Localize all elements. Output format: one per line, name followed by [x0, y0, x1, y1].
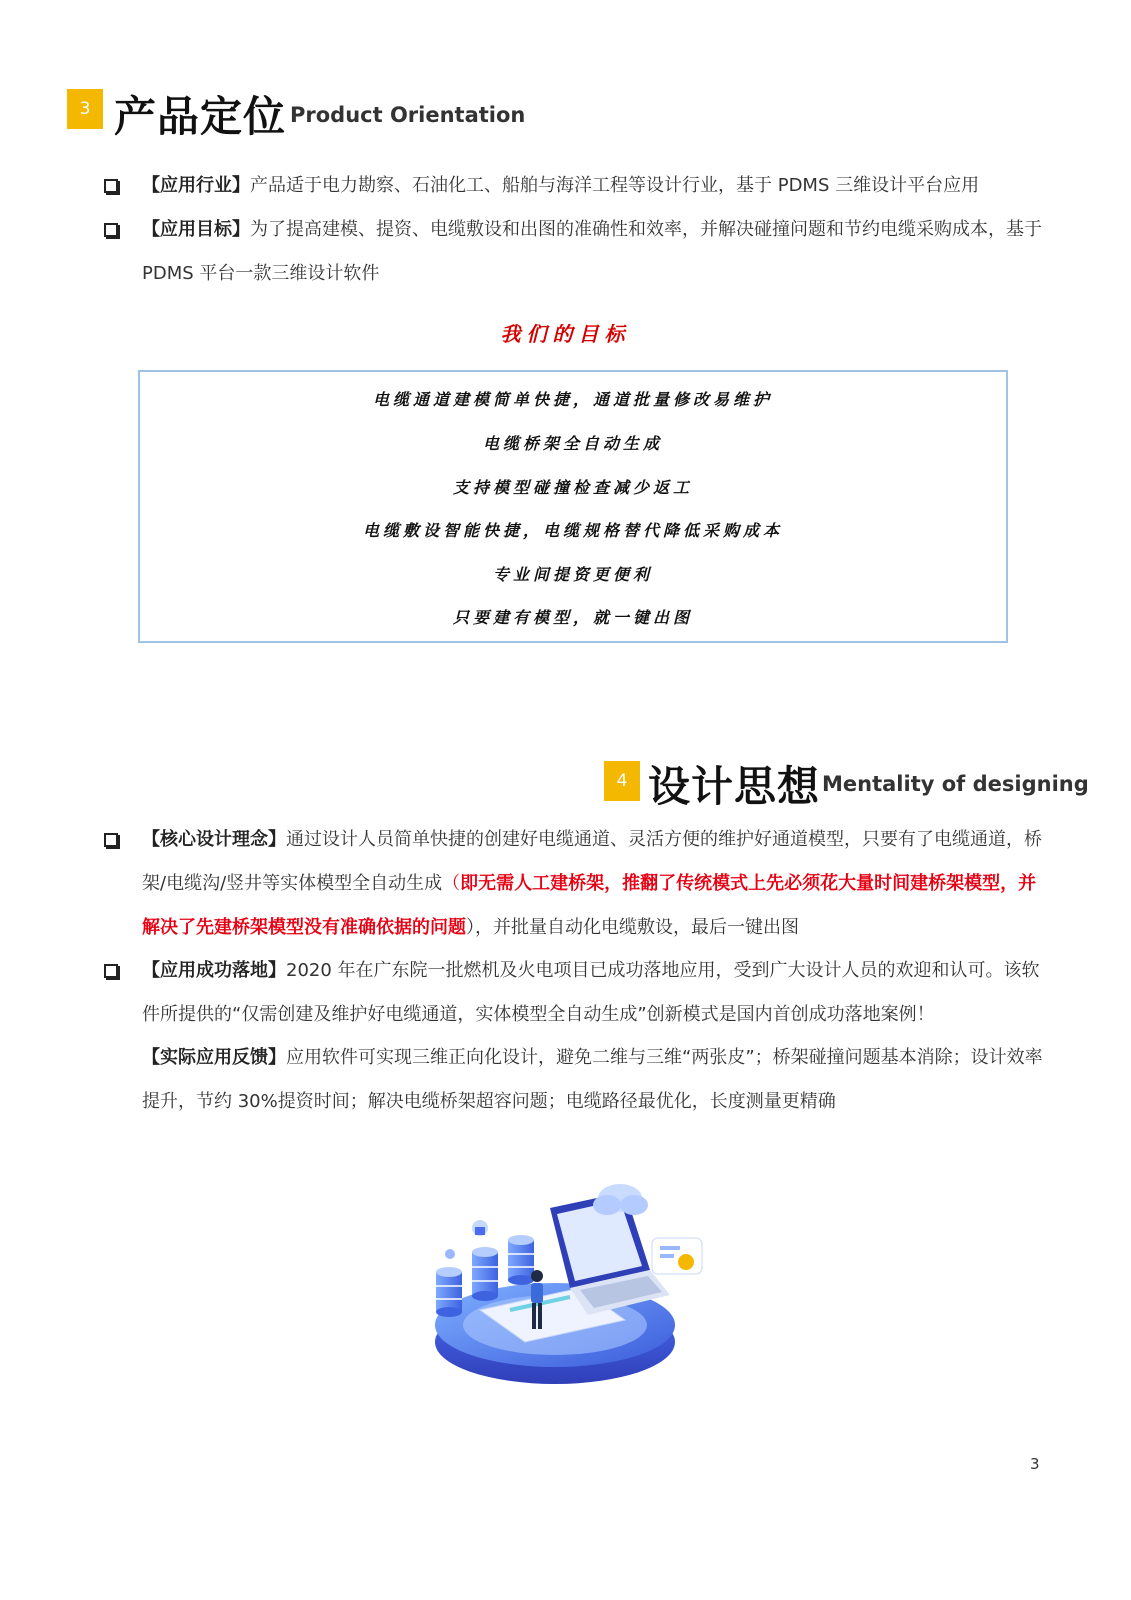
section-title: 设计思想 — [648, 762, 821, 811]
section-title: 产品定位 — [114, 92, 287, 141]
goal-item: 电缆通道建模简单快捷，通道批量修改易维护 — [372, 390, 773, 409]
bullet-text: 为了提高建模、提资、电缆敷设和出图的准确性和效率，并解决碰撞问题和节约电缆采购成本，基于 PDMS 平台一款三维设计软件 — [142, 219, 1042, 284]
chat-bubble-icon — [652, 1238, 702, 1274]
bullet-paragraph — [142, 818, 1054, 950]
feedback-paragraph — [142, 1036, 1054, 1124]
section-subtitle: Mentality of designing — [822, 772, 1089, 796]
checkbox-bullet-icon — [104, 833, 118, 847]
bullet-text: 通过设计人员简单快捷的创建好电缆通道、灵活方便的维护好通道模型，只要有了电缆通道，桥架/电缆沟/竖井等实体模型全自动生成 — [142, 829, 1042, 894]
bullet-label: 【应用行业】 — [142, 175, 250, 196]
bullet-label: 【实际应用反馈】 — [142, 1047, 286, 1068]
goal-item: 支持模型碰撞检查减少返工 — [452, 478, 693, 497]
section-number-badge: 4 — [604, 761, 640, 801]
paren-open: （ — [442, 873, 461, 894]
checkbox-bullet-icon — [104, 223, 118, 237]
bullet-label: 【应用目标】 — [142, 219, 250, 240]
goals-box — [138, 370, 1008, 643]
database-icon — [508, 1235, 534, 1285]
bullet-label: 【应用成功落地】 — [142, 960, 286, 981]
bullet-text: 2020 年在广东院一批燃机及火电项目已成功落地应用，受到广大设计人员的欢迎和认可。该软件所提供的“仅需创建及维护好电缆通道，实体模型全自动生成”创新模式是国内首创成功落地案例！ — [142, 960, 1040, 1025]
cloud-icon — [593, 1184, 648, 1215]
bullet-text: 应用软件可实现三维正向化设计，避免二维与三维“两张皮”；桥架碰撞问题基本消除；设计效率提升，节约 30%提资时间；解决电缆桥架超容问题；电缆路径最优化，长度测量更精确 — [142, 1047, 1043, 1112]
dot-icon — [445, 1249, 455, 1259]
paren-close: ） — [466, 917, 475, 938]
goal-item: 专业间提资更便利 — [492, 565, 653, 584]
bullet-paragraph — [142, 208, 1054, 296]
checkbox-bullet-icon — [104, 964, 118, 978]
bullet-paragraph — [142, 949, 1054, 1037]
database-icon — [472, 1247, 498, 1301]
bullet-label: 【核心设计理念】 — [142, 829, 286, 850]
highlight-text: 即无需人工建桥架，推翻了传统模式上先必须花大量时间建桥架模型，并解决了先建桥架模型没有准确依据的问题 — [142, 873, 1037, 938]
goal-item: 只要建有模型，就一键出图 — [452, 608, 693, 627]
checkbox-bullet-icon — [104, 179, 118, 193]
bullet-text: ，并批量自动化电缆敷设，最后一键出图 — [475, 917, 799, 938]
section-number-badge: 3 — [67, 89, 103, 129]
database-icon — [436, 1267, 462, 1317]
lock-icon — [472, 1220, 488, 1236]
goal-item: 电缆敷设智能快捷，电缆规格替代降低采购成本 — [362, 521, 783, 540]
goal-item: 电缆桥架全自动生成 — [482, 434, 663, 453]
section-subtitle: Product Orientation — [290, 103, 526, 127]
page-number: 3 — [1030, 1455, 1040, 1473]
bullet-text: 产品适于电力勘察、石油化工、船舶与海洋工程等设计行业，基于 PDMS 三维设计平台应用 — [250, 175, 980, 196]
goals-title: 我们的目标 — [500, 322, 631, 346]
bullet-paragraph — [142, 164, 1054, 208]
computing-illustration — [420, 1170, 720, 1395]
